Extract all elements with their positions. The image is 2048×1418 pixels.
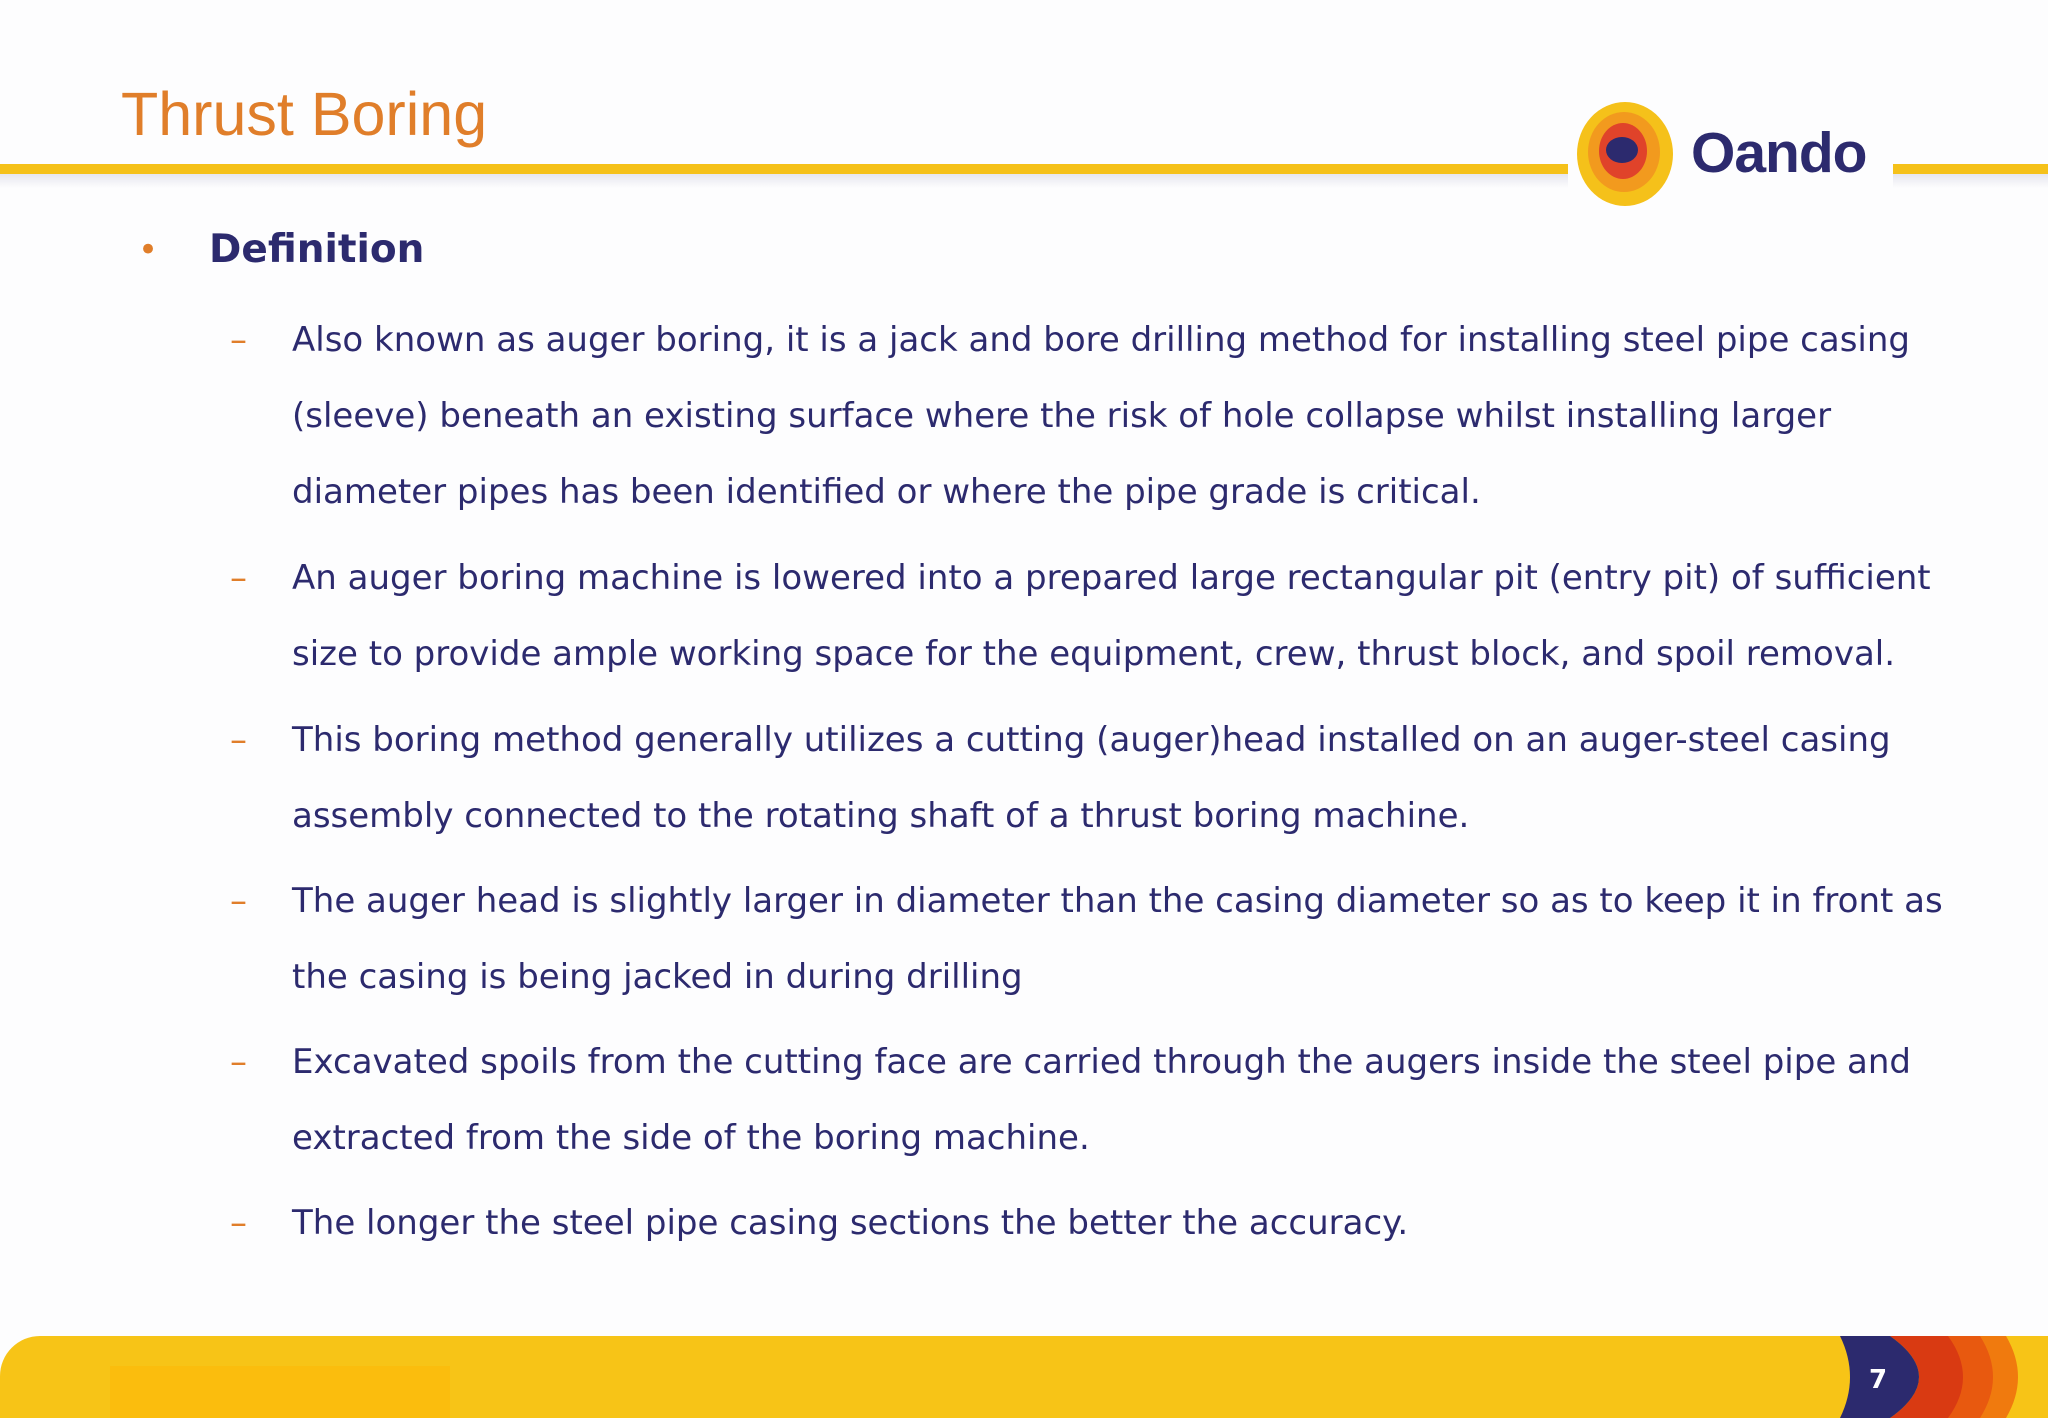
slide-title: Thrust Boring — [121, 80, 488, 148]
list-item-text — [292, 540, 1992, 692]
list-item-text — [292, 702, 1992, 854]
brand-name: Oando — [1691, 121, 1867, 185]
header-rule — [0, 164, 1568, 174]
dash-marker: – — [230, 1042, 247, 1082]
text-line: assembly connected to the rotating shaft of a thrust boring machine. — [292, 796, 1470, 836]
list-item-text — [292, 1024, 1992, 1176]
list-item-text — [292, 1185, 1992, 1261]
text-line: the casing is being jacked in during drilling — [292, 957, 1023, 997]
footer-placeholder — [110, 1366, 450, 1418]
text-line: size to provide ample working space for the equipment, crew, thrust block, and spoil removal. — [292, 634, 1896, 674]
footer-arcs-icon — [1830, 1336, 2048, 1418]
text-line: diameter pipes has been identified or where the pipe grade is critical. — [292, 472, 1481, 512]
text-line: The longer the steel pipe casing sections the better the accuracy. — [292, 1203, 1409, 1243]
section-heading: Definition — [209, 227, 425, 272]
header-rule-right-shadow — [1893, 174, 2048, 188]
list-item-text — [292, 863, 1992, 1015]
dash-marker: – — [230, 1203, 247, 1243]
text-line: This boring method generally utilizes a cutting (auger)head installed on an auger-steel casing — [292, 720, 1891, 760]
text-line: Excavated spoils from the cutting face are carried through the augers inside the steel pipe and — [292, 1042, 1912, 1082]
dash-marker: – — [230, 881, 247, 921]
text-line: Also known as auger boring, it is a jack and bore drilling method for installing steel pipe casing — [292, 320, 1910, 360]
list-item-text — [292, 302, 1992, 530]
page-number: 7 — [1868, 1365, 1888, 1395]
text-line: extracted from the side of the boring machine. — [292, 1118, 1090, 1158]
text-line: The auger head is slightly larger in diameter than the casing diameter so as to keep it in front as — [292, 881, 1943, 921]
text-line: (sleeve) beneath an existing surface where the risk of hole collapse whilst installing larger — [292, 396, 1832, 436]
oando-flame-icon — [1575, 100, 1675, 208]
header-rule-right — [1893, 164, 2048, 174]
header-rule-shadow — [0, 174, 1568, 188]
bullet-marker: • — [138, 230, 159, 270]
oando-logo — [1575, 100, 1895, 212]
text-line: An auger boring machine is lowered into a prepared large rectangular pit (entry pit) of sufficient — [292, 558, 1931, 598]
dash-marker: – — [230, 558, 247, 598]
dash-marker: – — [230, 720, 247, 760]
dash-marker: – — [230, 320, 247, 360]
